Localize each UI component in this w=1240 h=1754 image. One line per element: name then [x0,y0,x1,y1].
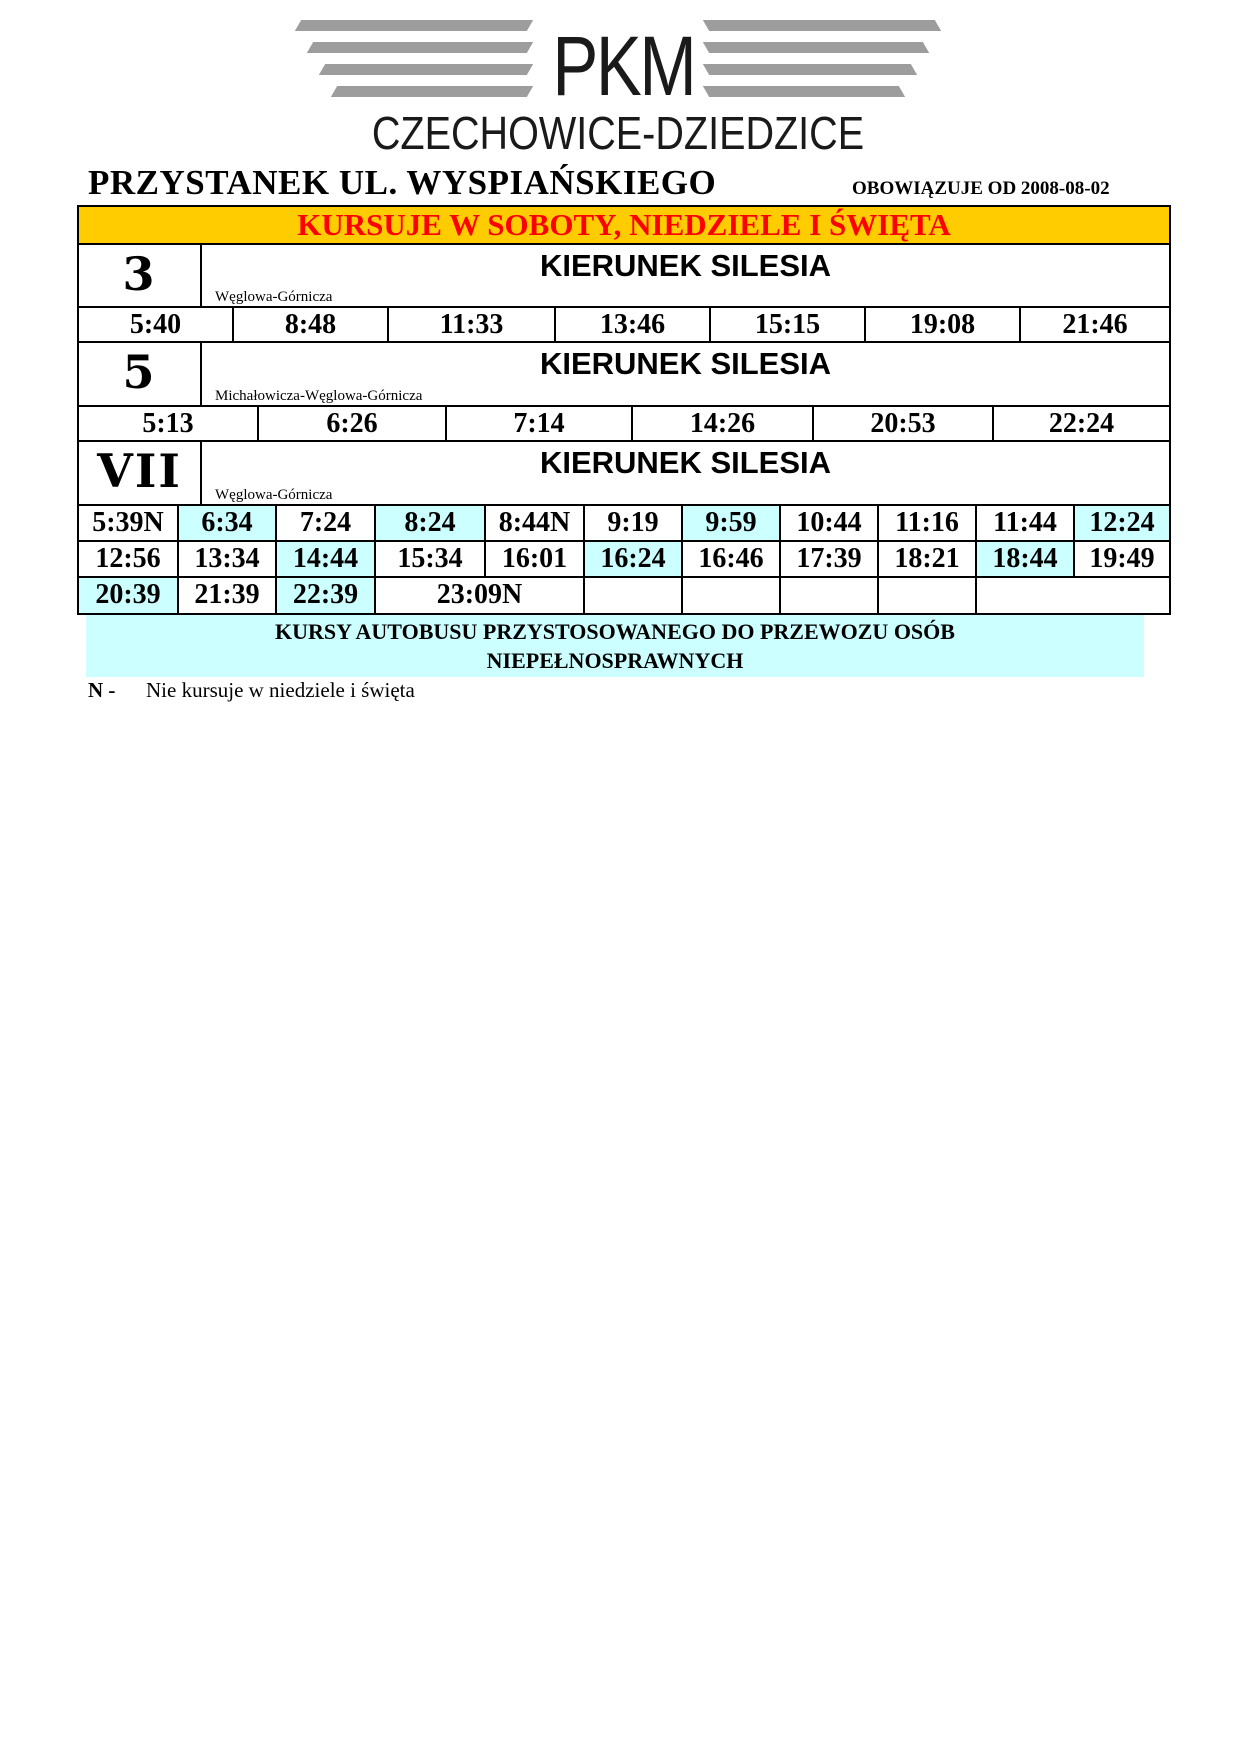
route-direction: KIERUNEK SILESIA [539,248,832,283]
departure-time [879,578,977,613]
departure-time: 5:39N [79,506,179,540]
departure-time: 12:24 [1075,506,1169,540]
departure-time: 7:14 [447,407,633,440]
accessible-note-line: KURSY AUTOBUSU PRZYSTOSOWANEGO DO PRZEWOZU OSÓB [275,619,955,644]
logo-city-text: CZECHOWICE-DZIEDZICE [371,107,865,159]
departure-time: 10:44 [781,506,879,540]
departure-time: 15:15 [711,308,866,341]
departure-time: 22:24 [1048,408,1115,439]
departure-time: 19:08 [866,308,1021,341]
legend [88,678,415,703]
accessible-note-line: NIEPEŁNOSPRAWNYCH [486,648,744,673]
pkm-logo [298,18,938,158]
departure-time: 16:46 [683,542,781,576]
logo-stripe [703,64,917,75]
departure-time: 8:24 [376,506,486,540]
days-banner: KURSUJE W SOBOTY, NIEDZIELE I ŚWIĘTA [79,207,1169,245]
departure-time: 12:56 [79,542,179,576]
logo-stripe [703,20,941,31]
route-5-header [79,343,1169,407]
logo-stripe [703,86,905,97]
logo-stripe [331,86,533,97]
logo-stripe [295,20,533,31]
departure-time: 18:21 [879,542,977,576]
route-vii-times-row [79,506,1169,542]
departure-time: 5:40 [79,308,234,341]
departure-time: 19:49 [1089,543,1155,574]
route-vii-header [79,442,1169,506]
logo-stripe [703,42,929,53]
departure-time: 11:44 [977,506,1075,540]
departure-time: 6:34 [179,506,277,540]
departure-time [781,578,879,613]
logo-pkm-text: PKM [552,19,695,113]
departure-time: 8:48 [234,308,389,341]
departure-time: 22:39 [277,578,376,613]
route-direction: KIERUNEK SILESIA [539,346,832,381]
departure-time: 16:24 [585,542,683,576]
route-number: 5 [79,343,202,405]
departure-time: 20:53 [814,407,994,440]
departure-time: 5:13 [79,407,259,440]
legend-key: N - [88,678,116,702]
departure-time [585,578,683,613]
departure-time [683,578,781,613]
departure-time: 9:19 [585,506,683,540]
route-5-times [79,407,1169,442]
valid-from: OBOWIĄZUJE OD 2008-08-02 [852,178,1110,199]
departure-time: 15:34 [376,542,486,576]
legend-text: Nie kursuje w niedziele i święta [146,678,415,702]
departure-time: 18:44 [977,542,1075,576]
departure-time: 14:26 [633,407,814,440]
departure-time: 11:16 [879,506,977,540]
route-direction: KIERUNEK SILESIA [539,445,832,480]
departure-time: 14:44 [277,542,376,576]
departure-time: 13:46 [556,308,711,341]
departure-time: 23:09N [376,578,585,613]
departure-time: 21:39 [179,578,277,613]
departure-time: 11:33 [389,308,556,341]
route-via: Michałowicza-Węglowa-Górnicza [215,388,423,404]
route-via: Węglowa-Górnicza [215,289,333,305]
logo-stripe [319,64,533,75]
departure-time: 16:01 [486,542,585,576]
route-vii-times-row [79,542,1169,578]
route-number: VII [79,442,202,504]
departure-time: 6:26 [259,407,447,440]
departure-time: 21:46 [1062,309,1128,340]
departure-time: 8:44N [486,506,585,540]
route-number: 3 [79,245,202,306]
departure-time: 13:34 [179,542,277,576]
route-3-times [79,308,1169,343]
departure-time: 20:39 [79,578,179,613]
logo-stripe [307,42,533,53]
departure-time [977,578,1169,613]
departure-time: 17:39 [781,542,879,576]
departure-time: 9:59 [683,506,781,540]
route-3-header [79,245,1169,308]
route-via: Węglowa-Górnicza [215,487,333,503]
accessible-bus-note [86,615,1144,677]
departure-time: 7:24 [277,506,376,540]
stop-title: PRZYSTANEK UL. WYSPIAŃSKIEGO [88,163,717,202]
route-vii-times-row [79,578,1169,613]
